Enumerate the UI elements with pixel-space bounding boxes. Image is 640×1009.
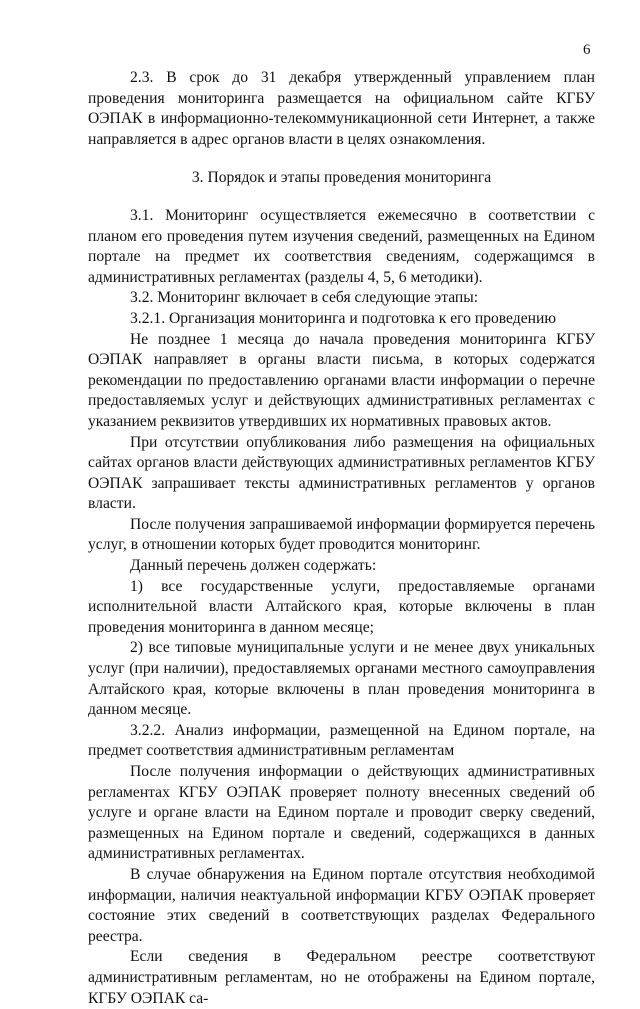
paragraph-3-2: 3.2. Мониторинг включает в себя следующие этапы: (130, 289, 479, 307)
paragraph-list-formed: После получения запрашиваемой информации формируется перечень услуг, в отношении которых будет проводится мониторинг. (88, 515, 595, 554)
paragraph-3-1: 3.1. Мониторинг осуществляется ежемесячно в соответствии с планом его проведения путем изучения сведений, размещенных на Едином портале на предмет их соответствия сведениям, содержащимся в административных регламентах (разделы 4, 5, 6 методики). (88, 206, 595, 286)
paragraph-3-2-1: 3.2.1. Организация мониторинга и подготовка к его проведению (130, 309, 556, 327)
list-item-2: 2) все типовые муниципальные услуги и не менее двух уникальных услуг (при наличии), предоставляемых органами местного самоуправления Алтайского края, которые включены в план проведения мониторинга в данном месяце. (88, 639, 595, 719)
section-heading: 3. Порядок и этапы проведения мониторинга (191, 169, 492, 187)
paragraph-absence: При отсутствии опубликования либо размещения на официальных сайтах органов власти действующих административных регламентов КГБУ ОЭПАК запрашивает тексты административных регламентов у органов власти. (88, 433, 595, 513)
document-body (88, 68, 595, 1009)
list-item-1: 1) все государственные услуги, предоставляемые органами исполнительной власти Алтайского края, которые включены в план проведения мониторинга в данном месяце; (88, 577, 595, 636)
paragraph-federal-registry: Если сведения в Федеральном реестре соответствуют административным регламентам, но не отображены на Едином портале, КГБУ ОЭПАК са- (88, 948, 595, 1007)
paragraph-after-receipt: После получения информации о действующих административных регламентах КГБУ ОЭПАК проверяет полноту внесенных сведений об услуге и органе власти на Едином портале и проводит сверку сведений, размещенных на Едином портале и сведений, содержащихся в данных административных регламентах. (88, 763, 595, 863)
paragraph-deadline: Не позднее 1 месяца до начала проведения мониторинга КГБУ ОЭПАК направляет в органы власти письма, в которых содержатся рекомендации по предоставлению органами власти информации о перечне предоставляемых услуг и действующих административных регламентах с указанием реквизитов утвердивших их нормативных правовых актов. (88, 330, 595, 430)
page-number: 6 (583, 42, 591, 58)
paragraph-missing-info: В случае обнаружения на Едином портале отсутствия необходимой информации, наличия неактуальной информации КГБУ ОЭПАК проверяет состояние этих сведений в соответствующих разделах Федерального реестра. (88, 865, 595, 945)
paragraph-3-2-2: 3.2.2. Анализ информации, размещенной на Едином портале, на предмет соответствия административным регламентам (88, 721, 595, 760)
paragraph-list-contents: Данный перечень должен содержать: (130, 557, 377, 575)
paragraph-2-3: 2.3. В срок до 31 декабря утвержденный управлением план проведения мониторинга размещается на официальном сайте КГБУ ОЭПАК в информационно-телекоммуникационной сети Интернет, а также направляется в адрес органов власти в целях ознакомления. (88, 69, 595, 148)
